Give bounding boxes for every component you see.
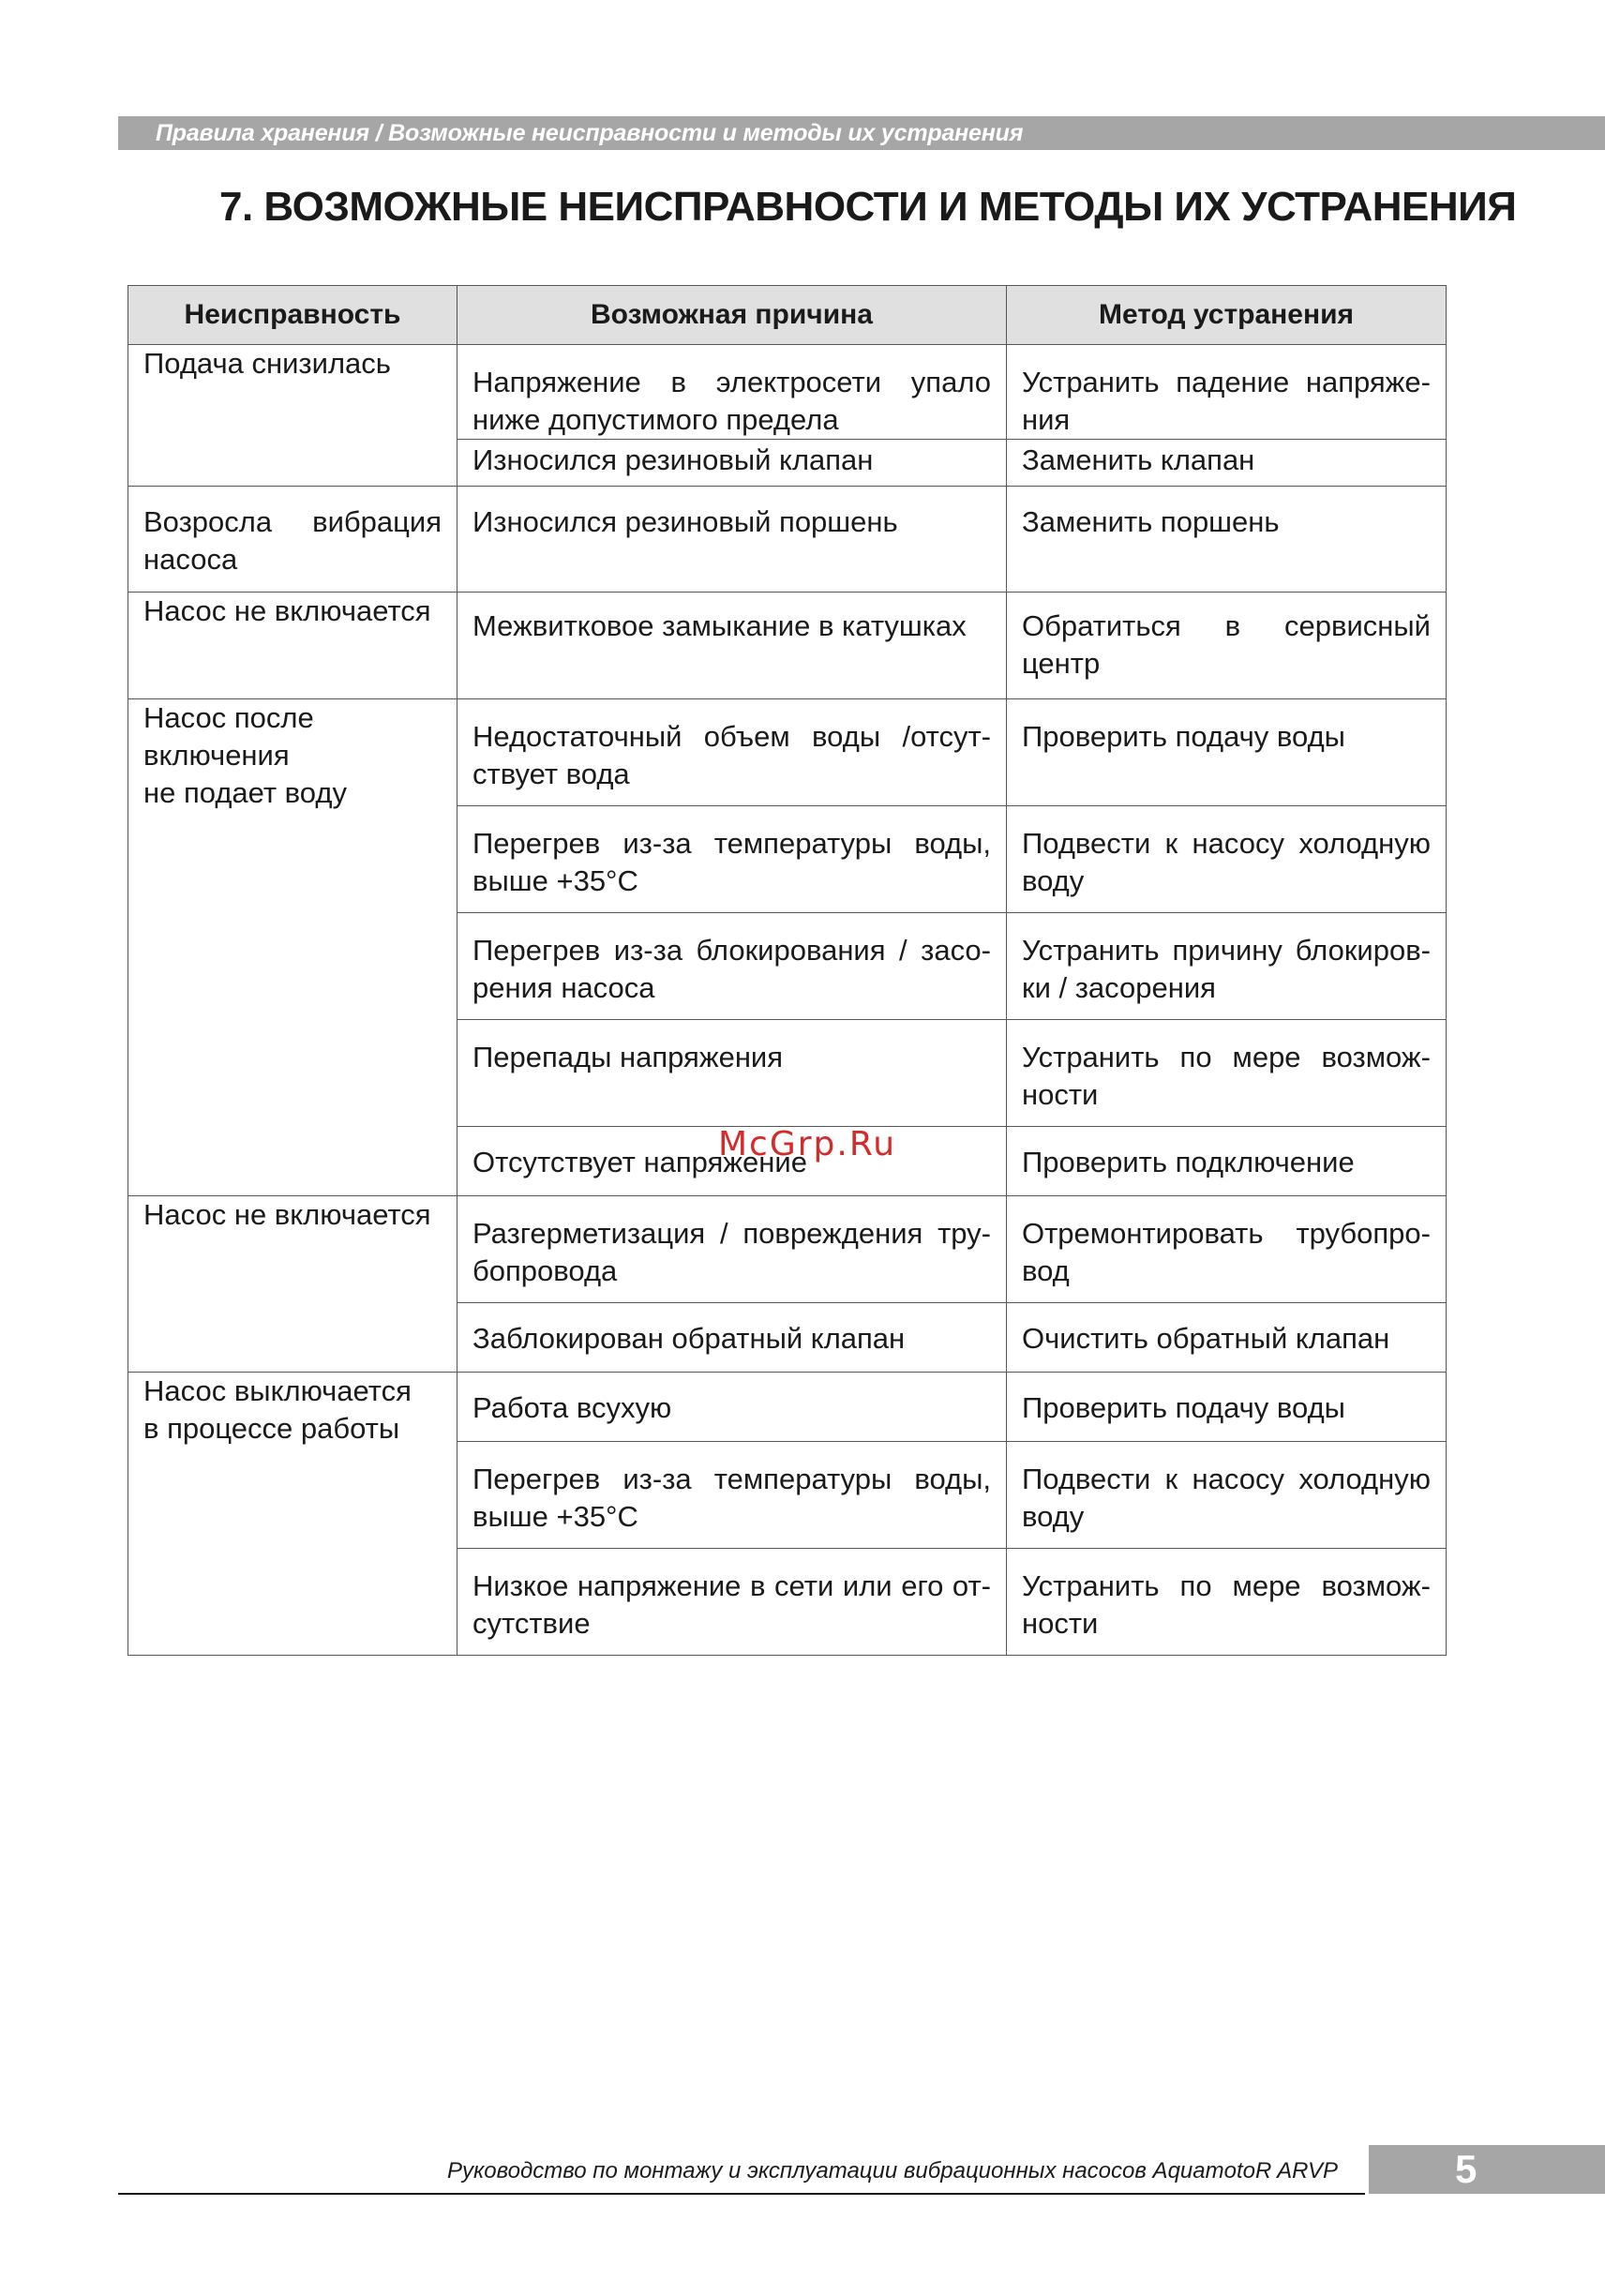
troubleshooting-table — [128, 285, 1447, 1656]
cause-cell: Межвитковое замыкание в катушках — [458, 593, 1007, 699]
cause-cell: Перегрев из-за температуры воды, выше +35°С — [458, 806, 1007, 913]
table-row — [128, 593, 1447, 699]
fault-cell: Насос не включается — [128, 1196, 458, 1373]
fault-line: не подает воду — [143, 776, 347, 809]
fault-cell: Подача снизилась — [128, 345, 458, 487]
table-row — [128, 345, 1447, 440]
column-header-cause: Возможная причина — [458, 286, 1007, 345]
remedy-cell: Подвести к насосу холодную воду — [1007, 806, 1447, 913]
remedy-cell: Проверить подачу воды — [1007, 699, 1447, 806]
remedy-cell: Проверить подключение — [1007, 1127, 1447, 1196]
column-header-remedy: Метод устранения — [1007, 286, 1447, 345]
cause-cell: Разгерметизация / повреждения тру-бопровода — [458, 1196, 1007, 1303]
footer-divider — [118, 2193, 1365, 2195]
table-row — [128, 1373, 1447, 1442]
remedy-cell: Проверить подачу воды — [1007, 1373, 1447, 1442]
fault-line: включения — [143, 739, 290, 772]
remedy-cell: Устранить по мере возмож-ности — [1007, 1020, 1447, 1127]
cause-cell: Недостаточный объем воды /отсут-ствует вода — [458, 699, 1007, 806]
cause-cell: Напряжение в электросети упало ниже допустимого предела — [458, 345, 1007, 440]
fault-cell — [128, 699, 458, 1196]
section-breadcrumb: Правила хранения / Возможные неисправности и методы их устранения — [118, 116, 1605, 150]
remedy-cell: Заменить поршень — [1007, 487, 1447, 593]
fault-cell: Насос не включается — [128, 593, 458, 699]
remedy-cell: Обратиться в сервисный центр — [1007, 593, 1447, 699]
remedy-cell: Очистить обратный клапан — [1007, 1303, 1447, 1373]
cause-cell: Перегрев из-за температуры воды, выше +35°С — [458, 1442, 1007, 1549]
cause-cell: Перепады напряжения — [458, 1020, 1007, 1127]
fault-line: Насос после — [143, 701, 314, 734]
page-title: 7. ВОЗМОЖНЫЕ НЕИСПРАВНОСТИ И МЕТОДЫ ИХ УСТРАНЕНИЯ — [219, 184, 1517, 230]
remedy-cell: Устранить по мере возмож-ности — [1007, 1549, 1447, 1656]
cause-cell: Отсутствует напряжение — [458, 1127, 1007, 1196]
cause-cell: Заблокирован обратный клапан — [458, 1303, 1007, 1373]
table-header-row — [128, 286, 1447, 345]
watermark: McGrp.Ru — [718, 1125, 897, 1163]
cause-cell: Низкое напряжение в сети или его от-сутствие — [458, 1549, 1007, 1656]
fault-cell: Возросла вибрация насоса — [128, 487, 458, 593]
remedy-cell: Подвести к насосу холодную воду — [1007, 1442, 1447, 1549]
remedy-cell: Отремонтировать трубопро-вод — [1007, 1196, 1447, 1303]
table-row — [128, 1196, 1447, 1303]
footer-manual-title: Руководство по монтажу и эксплуатации вибрационных насосов AquamotoR ARVP — [446, 2158, 1338, 2183]
remedy-cell: Устранить падение напряже-ния — [1007, 345, 1447, 440]
page-number: 5 — [1369, 2145, 1605, 2194]
fault-cell — [128, 1373, 458, 1656]
table-row — [128, 487, 1447, 593]
cause-cell: Работа всухую — [458, 1373, 1007, 1442]
cause-cell: Износился резиновый клапан — [458, 440, 1007, 487]
cause-cell: Перегрев из-за блокирования / засо-рения насоса — [458, 913, 1007, 1020]
remedy-cell: Устранить причину блокиров-ки / засорения — [1007, 913, 1447, 1020]
cause-cell: Износился резиновый поршень — [458, 487, 1007, 593]
column-header-fault: Неисправность — [128, 286, 458, 345]
fault-line: Насос выключается — [143, 1374, 412, 1407]
fault-line: в процессе работы — [143, 1412, 400, 1445]
table-row — [128, 699, 1447, 806]
remedy-cell: Заменить клапан — [1007, 440, 1447, 487]
